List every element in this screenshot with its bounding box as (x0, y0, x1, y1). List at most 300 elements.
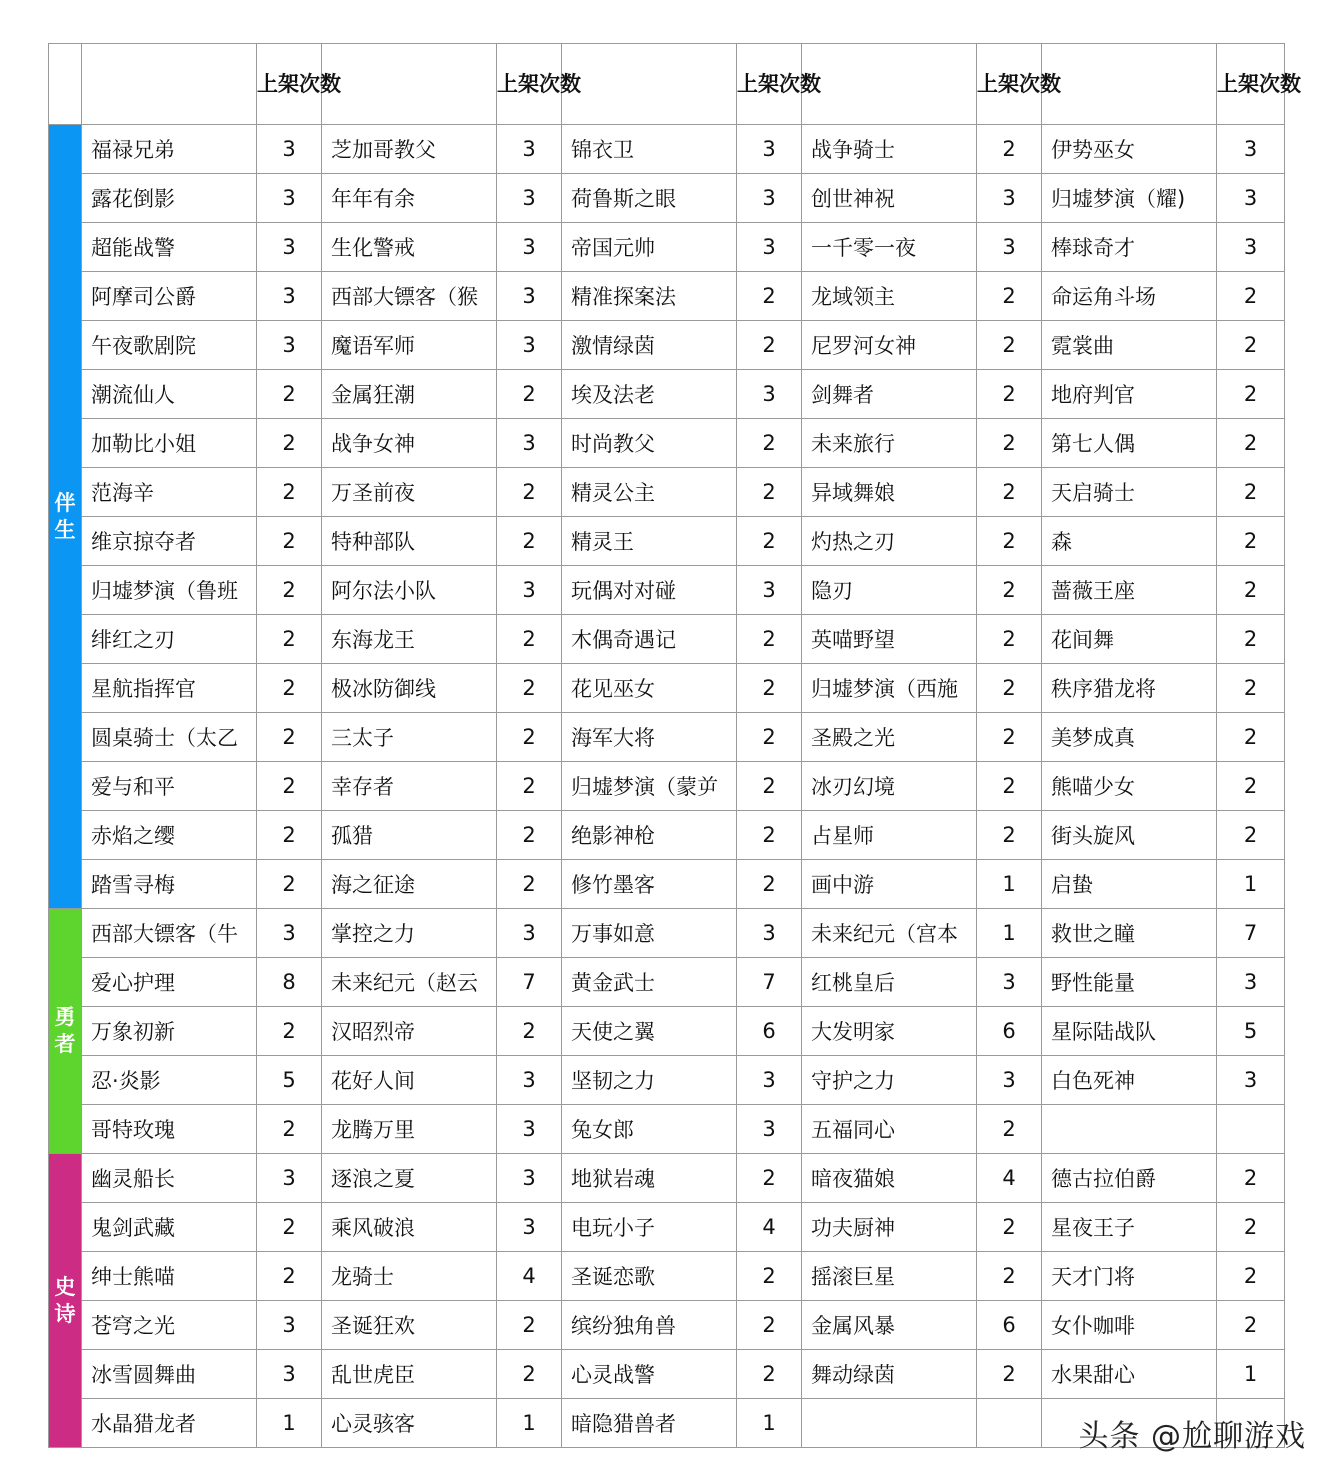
skin-name-cell (1042, 1105, 1217, 1154)
listing-count-cell: 1 (257, 1399, 322, 1448)
skin-name-cell: 功夫厨神 (802, 1203, 977, 1252)
skin-name-cell: 缤纷独角兽 (562, 1301, 737, 1350)
listing-count-cell: 2 (1217, 713, 1285, 762)
skin-name-cell: 未来纪元（赵云 (322, 958, 497, 1007)
skin-name-cell: 花见巫女 (562, 664, 737, 713)
listing-count-cell: 6 (737, 1007, 802, 1056)
skin-name-cell: 圣诞恋歌 (562, 1252, 737, 1301)
skin-name-cell: 精准探案法 (562, 272, 737, 321)
listing-count-cell: 3 (497, 1203, 562, 1252)
listing-count-cell: 2 (977, 615, 1042, 664)
listing-count-cell: 3 (497, 321, 562, 370)
table-row (49, 958, 1285, 1007)
header-count-cell (977, 44, 1061, 125)
skin-name-cell: 圣殿之光 (802, 713, 977, 762)
listing-count-cell: 2 (1217, 762, 1285, 811)
skin-name-cell: 苍穹之光 (82, 1301, 257, 1350)
listing-count-cell: 2 (1217, 468, 1285, 517)
table-row (49, 1301, 1285, 1350)
listing-count-cell: 2 (257, 468, 322, 517)
listing-count-cell: 2 (1217, 419, 1285, 468)
listing-count-cell: 2 (257, 713, 322, 762)
skin-name-cell: 鬼剑武藏 (82, 1203, 257, 1252)
category-cell-hero (49, 909, 82, 1154)
skin-name-cell (802, 1399, 977, 1448)
skin-name-cell: 埃及法老 (562, 370, 737, 419)
listing-count-cell: 3 (497, 419, 562, 468)
listing-count-cell: 2 (977, 468, 1042, 517)
listing-count-cell: 2 (977, 1105, 1042, 1154)
skin-name-cell: 汉昭烈帝 (322, 1007, 497, 1056)
listing-count-cell: 2 (977, 419, 1042, 468)
category-cell-companion (49, 125, 82, 909)
listing-count-cell (977, 1399, 1042, 1448)
skin-name-cell: 忍·炎影 (82, 1056, 257, 1105)
skin-name-cell: 坚韧之力 (562, 1056, 737, 1105)
category-cell-epic (49, 1154, 82, 1448)
skin-name-cell: 西部大镖客（牛 (82, 909, 257, 958)
header-name-cell (82, 44, 257, 125)
table-row (49, 1007, 1285, 1056)
skin-name-cell: 归墟梦演（西施 (802, 664, 977, 713)
skin-name-cell: 心灵战警 (562, 1350, 737, 1399)
listing-count-cell: 2 (1217, 664, 1285, 713)
listing-count-cell: 3 (497, 1056, 562, 1105)
listing-count-cell: 2 (1217, 1252, 1285, 1301)
listing-count-cell: 2 (257, 860, 322, 909)
listing-count-cell: 3 (737, 174, 802, 223)
listing-count-cell: 2 (1217, 321, 1285, 370)
listing-count-cell: 3 (977, 958, 1042, 1007)
skin-name-cell: 圆桌骑士（太乙 (82, 713, 257, 762)
table-row (49, 223, 1285, 272)
listing-count-cell: 3 (1217, 1056, 1285, 1105)
header-name-cell (1042, 44, 1217, 125)
skin-name-cell: 隐刃 (802, 566, 977, 615)
listing-count-cell: 3 (257, 1301, 322, 1350)
listing-count-cell: 2 (737, 1154, 802, 1203)
listing-count-cell: 3 (497, 223, 562, 272)
skin-name-cell: 电玩小子 (562, 1203, 737, 1252)
skin-name-cell: 爱与和平 (82, 762, 257, 811)
skin-name-cell: 水果甜心 (1042, 1350, 1217, 1399)
skin-name-cell: 野性能量 (1042, 958, 1217, 1007)
skin-name-cell: 街头旋风 (1042, 811, 1217, 860)
skin-name-cell: 绅士熊喵 (82, 1252, 257, 1301)
header-count-label: 上架次数 (737, 72, 821, 96)
listing-count-cell: 2 (737, 419, 802, 468)
listing-count-cell: 2 (257, 811, 322, 860)
skin-name-cell: 启蛰 (1042, 860, 1217, 909)
table-row (49, 321, 1285, 370)
skin-name-cell: 命运角斗场 (1042, 272, 1217, 321)
listing-count-cell: 4 (737, 1203, 802, 1252)
listing-count-cell: 4 (497, 1252, 562, 1301)
skin-name-cell: 尼罗河女神 (802, 321, 977, 370)
skin-name-cell: 舞动绿茵 (802, 1350, 977, 1399)
skin-name-cell: 天才门将 (1042, 1252, 1217, 1301)
listing-count-cell: 1 (1217, 1350, 1285, 1399)
listing-count-cell: 3 (257, 174, 322, 223)
listing-count-cell: 2 (497, 1350, 562, 1399)
skin-name-cell: 芝加哥教父 (322, 125, 497, 174)
skin-name-cell: 守护之力 (802, 1056, 977, 1105)
skin-name-cell: 救世之瞳 (1042, 909, 1217, 958)
listing-count-cell: 2 (737, 1301, 802, 1350)
listing-count-cell: 3 (497, 1154, 562, 1203)
skin-name-cell: 冰刃幻境 (802, 762, 977, 811)
skin-name-cell: 剑舞者 (802, 370, 977, 419)
skin-name-cell: 福禄兄弟 (82, 125, 257, 174)
skin-name-cell: 心灵骇客 (322, 1399, 497, 1448)
skin-name-cell: 午夜歌剧院 (82, 321, 257, 370)
listing-count-cell: 2 (737, 713, 802, 762)
skin-table (48, 43, 1301, 1448)
skin-name-cell: 万事如意 (562, 909, 737, 958)
skin-name-cell: 霓裳曲 (1042, 321, 1217, 370)
skin-name-cell: 归墟梦演（鲁班 (82, 566, 257, 615)
table-row (49, 517, 1285, 566)
skin-name-cell: 森 (1042, 517, 1217, 566)
listing-count-cell: 7 (497, 958, 562, 1007)
skin-name-cell: 龙腾万里 (322, 1105, 497, 1154)
table-row (49, 174, 1285, 223)
skin-name-cell: 暗隐猎兽者 (562, 1399, 737, 1448)
skin-name-cell: 阿尔法小队 (322, 566, 497, 615)
listing-count-cell: 2 (257, 370, 322, 419)
skin-name-cell: 龙骑士 (322, 1252, 497, 1301)
listing-count-cell: 2 (737, 468, 802, 517)
skin-name-cell: 玩偶对对碰 (562, 566, 737, 615)
listing-count-cell: 5 (1217, 1007, 1285, 1056)
skin-name-cell: 荷鲁斯之眼 (562, 174, 737, 223)
category-label: 勇者 (54, 1005, 76, 1056)
listing-count-cell: 2 (497, 713, 562, 762)
skin-name-cell: 战争女神 (322, 419, 497, 468)
listing-count-cell: 2 (257, 1252, 322, 1301)
skin-name-cell: 超能战警 (82, 223, 257, 272)
listing-count-cell: 2 (737, 615, 802, 664)
skin-name-cell: 一千零一夜 (802, 223, 977, 272)
listing-count-cell: 6 (977, 1007, 1042, 1056)
listing-count-cell: 5 (257, 1056, 322, 1105)
listing-count-cell: 2 (977, 811, 1042, 860)
skin-name-cell: 西部大镖客（猴 (322, 272, 497, 321)
listing-count-cell: 2 (977, 370, 1042, 419)
listing-count-cell: 8 (257, 958, 322, 1007)
skin-name-cell: 三太子 (322, 713, 497, 762)
listing-count-cell: 1 (737, 1399, 802, 1448)
table-row (49, 860, 1285, 909)
skin-name-cell: 红桃皇后 (802, 958, 977, 1007)
skin-name-cell: 蔷薇王座 (1042, 566, 1217, 615)
listing-count-cell: 3 (257, 223, 322, 272)
header-count-label: 上架次数 (1217, 72, 1301, 96)
skin-name-cell: 天使之翼 (562, 1007, 737, 1056)
table-row (49, 566, 1285, 615)
skin-name-cell: 极冰防御线 (322, 664, 497, 713)
skin-name-cell: 画中游 (802, 860, 977, 909)
listing-count-cell: 2 (257, 1203, 322, 1252)
skin-name-cell: 特种部队 (322, 517, 497, 566)
skin-name-cell: 踏雪寻梅 (82, 860, 257, 909)
listing-count-cell: 3 (737, 370, 802, 419)
header-count-label: 上架次数 (497, 72, 581, 96)
header-count-cell (1217, 44, 1301, 125)
listing-count-cell: 2 (977, 125, 1042, 174)
skin-name-cell: 乱世虎臣 (322, 1350, 497, 1399)
listing-count-cell: 2 (497, 468, 562, 517)
skin-name-cell: 星航指挥官 (82, 664, 257, 713)
listing-count-cell: 2 (977, 321, 1042, 370)
skin-name-cell: 异域舞娘 (802, 468, 977, 517)
listing-count-cell: 2 (497, 615, 562, 664)
listing-count-cell: 3 (257, 272, 322, 321)
skin-name-cell: 幽灵船长 (82, 1154, 257, 1203)
listing-count-cell: 2 (257, 419, 322, 468)
listing-count-cell: 2 (1217, 1203, 1285, 1252)
skin-name-cell: 美梦成真 (1042, 713, 1217, 762)
listing-count-cell: 2 (1217, 370, 1285, 419)
listing-count-cell: 2 (497, 370, 562, 419)
listing-count-cell: 3 (737, 223, 802, 272)
skin-name-cell: 露花倒影 (82, 174, 257, 223)
table-row (49, 1056, 1285, 1105)
skin-name-cell: 天启骑士 (1042, 468, 1217, 517)
skin-name-cell: 星夜王子 (1042, 1203, 1217, 1252)
header-corner-cell (49, 44, 82, 125)
listing-count-cell: 1 (1217, 860, 1285, 909)
table-row (49, 762, 1285, 811)
skin-name-cell: 掌控之力 (322, 909, 497, 958)
listing-count-cell: 3 (257, 1154, 322, 1203)
listing-count-cell: 2 (737, 664, 802, 713)
listing-count-cell: 3 (977, 174, 1042, 223)
listing-count-cell: 2 (977, 762, 1042, 811)
listing-count-cell: 2 (1217, 566, 1285, 615)
listing-count-cell: 3 (977, 1056, 1042, 1105)
skin-name-cell: 地狱岩魂 (562, 1154, 737, 1203)
skin-name-cell: 阿摩司公爵 (82, 272, 257, 321)
listing-count-cell: 3 (257, 909, 322, 958)
skin-name-cell: 棒球奇才 (1042, 223, 1217, 272)
listing-count-cell: 2 (737, 517, 802, 566)
skin-name-cell: 女仆咖啡 (1042, 1301, 1217, 1350)
skin-name-cell: 归墟梦演（耀) (1042, 174, 1217, 223)
listing-count-cell: 3 (257, 1350, 322, 1399)
table-row (49, 1203, 1285, 1252)
listing-count-cell: 2 (977, 664, 1042, 713)
listing-count-cell: 3 (737, 125, 802, 174)
listing-count-cell: 2 (977, 1203, 1042, 1252)
table-row (49, 713, 1285, 762)
skin-name-cell: 圣诞狂欢 (322, 1301, 497, 1350)
listing-count-cell: 4 (977, 1154, 1042, 1203)
skin-name-cell: 幸存者 (322, 762, 497, 811)
listing-count-cell: 2 (737, 321, 802, 370)
listing-count-cell: 3 (1217, 125, 1285, 174)
listing-count-cell: 2 (257, 1007, 322, 1056)
skin-name-cell: 英喵野望 (802, 615, 977, 664)
skin-name-cell: 归墟梦演（蒙屰 (562, 762, 737, 811)
skin-name-cell: 海军大将 (562, 713, 737, 762)
skin-name-cell: 熊喵少女 (1042, 762, 1217, 811)
skin-name-cell: 伊势巫女 (1042, 125, 1217, 174)
listing-count-cell: 2 (737, 762, 802, 811)
listing-count-cell: 2 (1217, 1301, 1285, 1350)
listing-count-cell: 2 (737, 811, 802, 860)
table-row (49, 370, 1285, 419)
skin-name-cell: 帝国元帅 (562, 223, 737, 272)
skin-name-cell: 赤焰之缨 (82, 811, 257, 860)
category-label: 史诗 (54, 1274, 76, 1326)
listing-count-cell: 3 (737, 566, 802, 615)
listing-count-cell: 2 (497, 517, 562, 566)
skin-name-cell: 东海龙王 (322, 615, 497, 664)
header-count-label: 上架次数 (977, 72, 1061, 96)
listing-count-cell: 7 (1217, 909, 1285, 958)
skin-name-cell: 范海辛 (82, 468, 257, 517)
skin-name-cell: 精灵王 (562, 517, 737, 566)
listing-count-cell: 6 (977, 1301, 1042, 1350)
skin-name-cell: 乘风破浪 (322, 1203, 497, 1252)
skin-name-cell: 摇滚巨星 (802, 1252, 977, 1301)
listing-count-cell: 2 (257, 1105, 322, 1154)
skin-name-cell: 未来旅行 (802, 419, 977, 468)
skin-name-cell: 水晶猎龙者 (82, 1399, 257, 1448)
skin-name-cell: 大发明家 (802, 1007, 977, 1056)
skin-name-cell: 战争骑士 (802, 125, 977, 174)
listing-count-cell: 2 (497, 1301, 562, 1350)
skin-name-cell: 时尚教父 (562, 419, 737, 468)
header-count-cell (257, 44, 341, 125)
listing-count-cell (1217, 1105, 1285, 1154)
skin-name-cell: 秩序猎龙将 (1042, 664, 1217, 713)
table-row (49, 615, 1285, 664)
table-row (49, 1105, 1285, 1154)
skin-name-cell: 激情绿茵 (562, 321, 737, 370)
listing-count-cell: 3 (497, 174, 562, 223)
skin-name-cell: 年年有余 (322, 174, 497, 223)
listing-count-cell: 2 (977, 566, 1042, 615)
skin-name-cell: 海之征途 (322, 860, 497, 909)
skin-name-cell: 金属狂潮 (322, 370, 497, 419)
skin-name-cell: 德古拉伯爵 (1042, 1154, 1217, 1203)
skin-name-cell: 万圣前夜 (322, 468, 497, 517)
table-row (49, 909, 1285, 958)
listing-count-cell: 2 (977, 272, 1042, 321)
listing-count-cell: 3 (497, 909, 562, 958)
skin-name-cell: 哥特玫瑰 (82, 1105, 257, 1154)
listing-count-cell: 3 (737, 909, 802, 958)
header-row (49, 44, 1285, 125)
listing-count-cell: 2 (257, 566, 322, 615)
listing-count-cell: 2 (977, 1252, 1042, 1301)
listing-count-cell: 3 (1217, 958, 1285, 1007)
skin-name-cell: 精灵公主 (562, 468, 737, 517)
table-row (49, 468, 1285, 517)
listing-count-cell: 2 (497, 1007, 562, 1056)
skin-name-cell: 第七人偶 (1042, 419, 1217, 468)
skin-name-cell: 孤猎 (322, 811, 497, 860)
header-count-label: 上架次数 (257, 72, 341, 96)
skin-name-cell: 兔女郎 (562, 1105, 737, 1154)
listing-count-cell: 2 (257, 517, 322, 566)
listing-count-cell: 3 (257, 321, 322, 370)
listing-count-cell: 1 (977, 860, 1042, 909)
listing-count-cell: 2 (497, 811, 562, 860)
listing-count-cell: 2 (737, 1252, 802, 1301)
skin-name-cell: 锦衣卫 (562, 125, 737, 174)
listing-count-cell: 2 (497, 762, 562, 811)
listing-count-cell: 2 (1217, 517, 1285, 566)
header-name-cell (562, 44, 737, 125)
header-count-cell (497, 44, 581, 125)
skin-name-cell: 修竹墨客 (562, 860, 737, 909)
listing-count-cell: 3 (497, 125, 562, 174)
listing-count-cell: 2 (1217, 615, 1285, 664)
table-row (49, 1154, 1285, 1203)
listing-count-cell: 3 (497, 272, 562, 321)
skin-name-cell: 冰雪圆舞曲 (82, 1350, 257, 1399)
listing-count-cell: 1 (977, 909, 1042, 958)
listing-count-cell: 3 (977, 223, 1042, 272)
skin-name-cell: 花间舞 (1042, 615, 1217, 664)
listing-count-cell: 2 (737, 272, 802, 321)
listing-count-cell: 2 (1217, 1154, 1285, 1203)
listing-count-cell: 2 (497, 860, 562, 909)
header-name-cell (802, 44, 977, 125)
listing-count-cell: 3 (1217, 223, 1285, 272)
listing-count-cell: 2 (497, 664, 562, 713)
skin-name-cell: 未来纪元（宫本 (802, 909, 977, 958)
skin-name-cell: 暗夜猫娘 (802, 1154, 977, 1203)
header-name-cell (322, 44, 497, 125)
table-row (49, 811, 1285, 860)
skin-name-cell: 星际陆战队 (1042, 1007, 1217, 1056)
skin-name-cell: 潮流仙人 (82, 370, 257, 419)
skin-name-cell: 逐浪之夏 (322, 1154, 497, 1203)
listing-count-cell: 1 (497, 1399, 562, 1448)
listing-count-cell: 3 (497, 1105, 562, 1154)
table-row (49, 1252, 1285, 1301)
listing-count-cell: 2 (1217, 272, 1285, 321)
listing-count-cell: 3 (1217, 174, 1285, 223)
listing-count-cell: 2 (977, 517, 1042, 566)
table-row (49, 125, 1285, 174)
skin-name-cell: 金属风暴 (802, 1301, 977, 1350)
listing-count-cell: 2 (1217, 811, 1285, 860)
skin-name-cell: 地府判官 (1042, 370, 1217, 419)
table-row (49, 272, 1285, 321)
skin-name-cell: 绝影神枪 (562, 811, 737, 860)
skin-name-cell: 五福同心 (802, 1105, 977, 1154)
listing-count-cell: 2 (257, 615, 322, 664)
table-row (49, 1350, 1285, 1399)
skin-name-cell: 花好人间 (322, 1056, 497, 1105)
header-count-cell (737, 44, 821, 125)
listing-count-cell: 2 (257, 762, 322, 811)
table-row (49, 419, 1285, 468)
listing-count-cell: 2 (737, 1350, 802, 1399)
skin-name-cell: 加勒比小姐 (82, 419, 257, 468)
listing-count-cell: 3 (257, 125, 322, 174)
listing-count-cell: 3 (737, 1105, 802, 1154)
category-label: 伴生 (54, 490, 76, 542)
watermark: 头条 @尬聊游戏 (1078, 1419, 1306, 1454)
skin-name-cell: 绯红之刃 (82, 615, 257, 664)
listing-count-cell: 3 (737, 1056, 802, 1105)
